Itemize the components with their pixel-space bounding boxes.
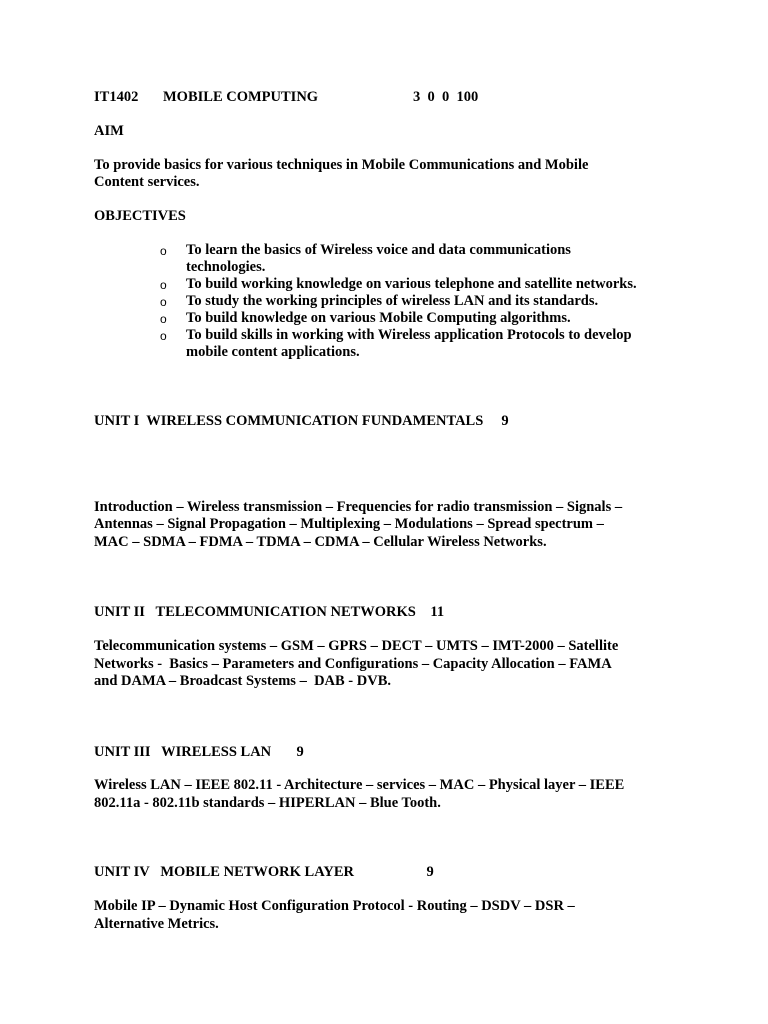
course-header <box>0 89 768 106</box>
objective-line: To build knowledge on various Mobile Computing algorithms. <box>186 310 571 326</box>
unit-4-heading: UNIT IV MOBILE NETWORK LAYER 9 <box>94 864 434 880</box>
aim-heading: AIM <box>94 123 124 139</box>
objective-line: To learn the basics of Wireless voice and data communications <box>186 242 571 258</box>
unit-2-line-2: Networks - Basics – Parameters and Configurations – Capacity Allocation – FAMA <box>94 656 612 672</box>
objective-line: To build skills in working with Wireless application Protocols to develop <box>186 327 632 343</box>
unit-4-line-2: Alternative Metrics. <box>94 916 219 932</box>
list-bullet: o <box>160 312 167 326</box>
unit-4-line-1: Mobile IP – Dynamic Host Configuration Protocol - Routing – DSDV – DSR – <box>94 898 575 914</box>
list-bullet: o <box>160 329 167 343</box>
list-bullet: o <box>160 244 167 258</box>
aim-text-line-1: To provide basics for various techniques in Mobile Communications and Mobile <box>94 157 589 173</box>
objective-line: mobile content applications. <box>186 344 360 360</box>
objective-item <box>186 310 686 327</box>
unit-1-heading: UNIT I WIRELESS COMMUNICATION FUNDAMENTALS 9 <box>94 413 509 429</box>
unit-3-heading: UNIT III WIRELESS LAN 9 <box>94 744 304 760</box>
unit-2-line-3: and DAMA – Broadcast Systems – DAB - DVB. <box>94 673 391 689</box>
unit-3-line-1: Wireless LAN – IEEE 802.11 - Architecture – services – MAC – Physical layer – IEEE <box>94 777 625 793</box>
objective-line: To build working knowledge on various telephone and satellite networks. <box>186 276 637 292</box>
list-bullet: o <box>160 295 167 309</box>
unit-1-line-3: MAC – SDMA – FDMA – TDMA – CDMA – Cellular Wireless Networks. <box>94 534 547 550</box>
unit-2-line-1: Telecommunication systems – GSM – GPRS – DECT – UMTS – IMT-2000 – Satellite <box>94 638 619 654</box>
unit-1-line-1: Introduction – Wireless transmission – Frequencies for radio transmission – Signals – <box>94 499 623 515</box>
unit-3-line-2: 802.11a - 802.11b standards – HIPERLAN – Blue Tooth. <box>94 795 441 811</box>
objective-item <box>186 293 686 310</box>
objective-line: To study the working principles of wireless LAN and its standards. <box>186 293 599 309</box>
course-code: IT1402 <box>94 89 139 105</box>
course-credits: 3 0 0 100 <box>413 89 479 105</box>
objective-item <box>186 276 686 293</box>
unit-1-line-2: Antennas – Signal Propagation – Multiplexing – Modulations – Spread spectrum – <box>94 516 604 532</box>
aim-text-line-2: Content services. <box>94 174 200 190</box>
objective-item <box>186 327 686 361</box>
list-bullet: o <box>160 278 167 292</box>
objective-line: technologies. <box>186 259 266 275</box>
course-title: MOBILE COMPUTING <box>163 89 319 105</box>
objectives-heading: OBJECTIVES <box>94 208 186 224</box>
objective-item <box>186 242 686 276</box>
unit-2-heading: UNIT II TELECOMMUNICATION NETWORKS 11 <box>94 604 445 620</box>
